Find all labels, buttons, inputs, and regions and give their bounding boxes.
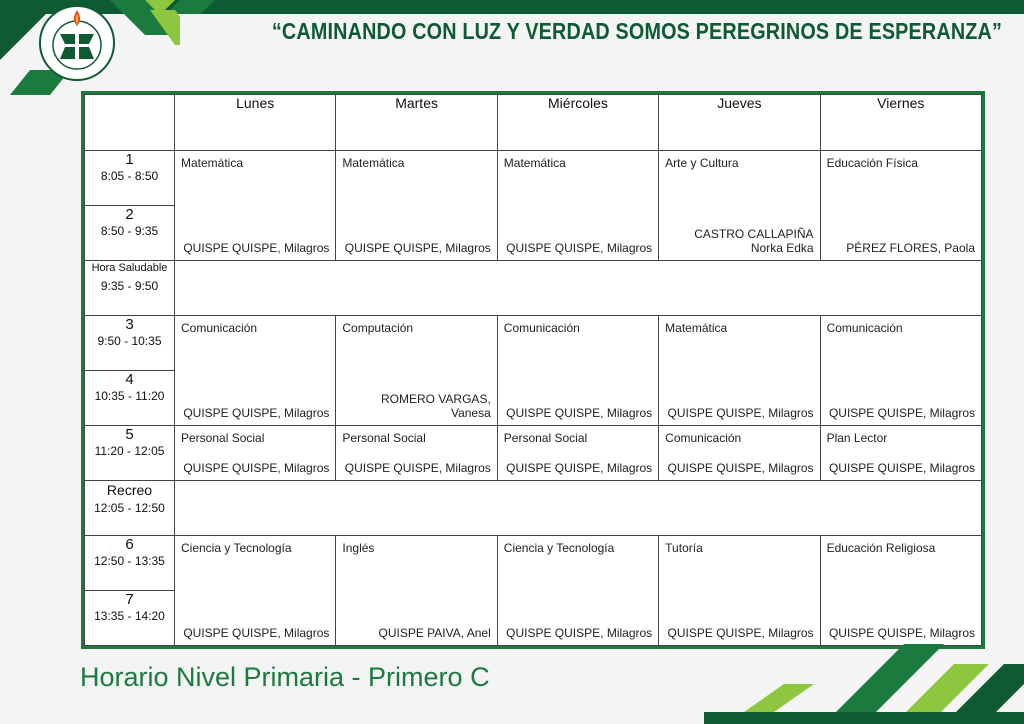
subject: Matemática — [342, 156, 405, 170]
period-cell — [85, 426, 175, 481]
class-cell — [175, 426, 336, 481]
teacher: CASTRO CALLAPIÑA Norka Edka — [694, 227, 814, 255]
class-cell — [497, 536, 658, 646]
break-time: 9:35 - 9:50 — [100, 279, 159, 293]
teacher: QUISPE QUISPE, Milagros — [506, 406, 653, 420]
period-cell — [85, 591, 175, 646]
teacher: QUISPE QUISPE, Milagros — [344, 241, 491, 255]
period-time: 8:05 - 8:50 — [100, 169, 159, 183]
subject: Ciencia y Tecnología — [181, 541, 292, 555]
period-number: 3 — [125, 316, 134, 333]
break-span — [175, 261, 982, 316]
class-cell — [336, 316, 497, 426]
class-cell — [820, 426, 981, 481]
teacher: ROMERO VARGAS, Vanesa — [380, 392, 491, 420]
teacher: PÉREZ FLORES, Paola — [846, 241, 975, 255]
header-row — [85, 95, 982, 151]
teacher: QUISPE QUISPE, Milagros — [667, 626, 814, 640]
class-cell — [175, 536, 336, 646]
day-header: Jueves — [659, 95, 820, 151]
break-label: Hora Saludable — [91, 262, 168, 274]
subject: Comunicación — [503, 321, 580, 335]
recess-span — [175, 481, 982, 536]
subject: Personal Social — [181, 431, 265, 445]
teacher: QUISPE QUISPE, Milagros — [506, 461, 653, 475]
period-cell — [85, 206, 175, 261]
subject: Computación — [342, 321, 414, 335]
logo-area — [0, 0, 180, 100]
teacher: QUISPE QUISPE, Milagros — [183, 241, 330, 255]
recess-label: Recreo — [106, 482, 153, 498]
subject: Matemática — [665, 321, 728, 335]
subject: Personal Social — [503, 431, 588, 445]
day-header: Viernes — [820, 95, 981, 151]
period-number: 6 — [125, 536, 134, 553]
schedule-table — [84, 94, 982, 646]
day-header: Martes — [336, 95, 497, 151]
period-time: 8:50 - 9:35 — [100, 224, 159, 238]
period-time: 12:50 - 13:35 — [94, 554, 165, 568]
subject: Educación Religiosa — [826, 541, 936, 555]
period-number: 7 — [125, 591, 134, 608]
teacher: QUISPE QUISPE, Milagros — [344, 461, 491, 475]
subject: Inglés — [342, 541, 375, 555]
period-time: 10:35 - 11:20 — [94, 389, 165, 403]
day-header: Miércoles — [497, 95, 658, 151]
teacher: QUISPE QUISPE, Milagros — [667, 461, 814, 475]
class-cell — [175, 151, 336, 261]
teacher: QUISPE QUISPE, Milagros — [828, 461, 975, 475]
subject: Ciencia y Tecnología — [503, 541, 615, 555]
class-cell — [497, 426, 658, 481]
subject: Tutoría — [665, 541, 703, 555]
class-cell — [659, 426, 820, 481]
break-row — [85, 261, 982, 316]
break-row — [85, 481, 982, 536]
class-cell — [336, 426, 497, 481]
recess-cell — [85, 481, 175, 536]
table-row — [85, 316, 982, 371]
period-cell — [85, 316, 175, 371]
table-row — [85, 151, 982, 206]
class-cell — [497, 151, 658, 261]
recess-time: 12:05 - 12:50 — [94, 501, 165, 515]
subject: Matemática — [181, 156, 244, 170]
page-title: Horario Nivel Primaria - Primero C — [80, 662, 490, 692]
subject: Plan Lector — [826, 431, 888, 445]
period-time: 13:35 - 14:20 — [94, 609, 165, 623]
teacher: QUISPE QUISPE, Milagros — [828, 406, 975, 420]
teacher: QUISPE QUISPE, Milagros — [183, 406, 330, 420]
teacher: QUISPE QUISPE, Milagros — [828, 626, 975, 640]
period-number: 2 — [125, 206, 134, 223]
subject: Comunicación — [665, 431, 742, 445]
teacher: QUISPE QUISPE, Milagros — [183, 626, 330, 640]
period-time: 11:20 - 12:05 — [94, 444, 165, 458]
subject: Educación Física — [826, 156, 918, 170]
break-cell — [85, 261, 175, 316]
class-cell — [820, 316, 981, 426]
subject: Comunicación — [826, 321, 903, 335]
teacher: QUISPE QUISPE, Milagros — [667, 406, 814, 420]
subject: Personal Social — [342, 431, 426, 445]
slogan-heading: “CAMINANDO CON LUZ Y VERDAD SOMOS PEREGRINOS DE ESPERANZA” — [271, 18, 1002, 44]
table-row — [85, 536, 982, 591]
period-cell — [85, 371, 175, 426]
corner-cell — [85, 95, 175, 151]
period-cell — [85, 151, 175, 206]
footer-chevrons — [704, 624, 1024, 724]
class-cell — [497, 316, 658, 426]
table-row — [85, 426, 982, 481]
period-cell — [85, 536, 175, 591]
teacher: QUISPE PAIVA, Anel — [378, 626, 491, 640]
teacher: QUISPE QUISPE, Milagros — [506, 241, 653, 255]
subject: Matemática — [503, 156, 566, 170]
class-cell — [820, 151, 981, 261]
class-cell — [659, 316, 820, 426]
teacher: QUISPE QUISPE, Milagros — [506, 626, 653, 640]
class-cell — [175, 316, 336, 426]
class-cell — [659, 151, 820, 261]
day-header: Lunes — [175, 95, 336, 151]
subject: Comunicación — [181, 321, 258, 335]
school-seal-logo — [38, 4, 116, 82]
class-cell — [336, 536, 497, 646]
period-time: 9:50 - 10:35 — [97, 334, 162, 348]
schedule-frame — [81, 91, 985, 649]
period-number: 4 — [125, 371, 134, 388]
class-cell — [336, 151, 497, 261]
subject: Arte y Cultura — [665, 156, 739, 170]
teacher: QUISPE QUISPE, Milagros — [183, 461, 330, 475]
period-number: 1 — [125, 151, 134, 168]
period-number: 5 — [125, 426, 134, 443]
